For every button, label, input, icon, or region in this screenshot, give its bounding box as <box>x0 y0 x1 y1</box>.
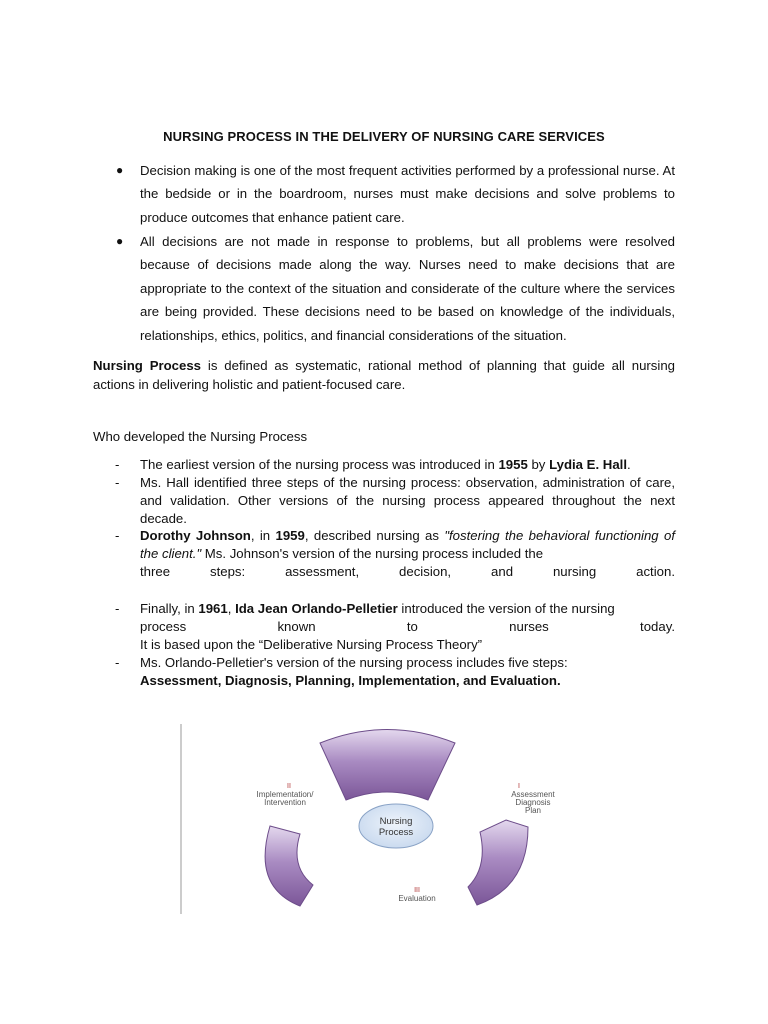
dash-marker: - <box>115 601 120 616</box>
bullet-text: Decision making is one of the most frequent activities performed by a professional nurse. At the bedside or in the boardroom, nurses must make decisions and solve problems to produce outcomes that enhance patient care. <box>140 163 675 225</box>
dash-marker: - <box>115 528 120 543</box>
steps-list: Assessment, Diagnosis, Planning, Implementation, and Evaluation. <box>140 672 561 688</box>
history-item-5 <box>115 654 675 690</box>
segment-numeral-ii: II <box>287 783 291 790</box>
person-name: Ida Jean Orlando-Pelletier <box>235 601 398 616</box>
text: by <box>527 457 550 472</box>
definition-text: is defined as systematic, rational method of planning that guide all nursing actions in delivering holistic and patient-focused care. <box>93 358 675 392</box>
text: Ms. Hall identified three steps of the nursing process: observation, administration of care, and validation. Other versions of the nursing process appeared throughout the next decade. <box>140 475 675 526</box>
text: introduced the version of the nursing <box>397 601 615 616</box>
segment-numeral-i: I <box>518 783 520 790</box>
dash-marker: - <box>115 457 120 472</box>
bullet-item <box>116 230 675 347</box>
segment-label-plan: Plan <box>524 806 542 815</box>
bullet-icon: ● <box>116 234 124 248</box>
segment-label-implementation: Implementation/ <box>256 790 314 799</box>
text: It is based upon the “Deliberative Nursing Process Theory” <box>140 636 483 652</box>
segment-numeral-iii: III <box>414 887 420 894</box>
text: Finally, in <box>140 601 199 616</box>
year: 1959 <box>275 528 305 543</box>
text: Ms. Johnson's version of the nursing process included the <box>201 545 544 561</box>
history-item-4 <box>115 600 675 653</box>
segment-label-evaluation: Evaluation <box>398 894 436 903</box>
history-heading: Who developed the Nursing Process <box>93 429 308 444</box>
dash-marker: - <box>115 475 120 490</box>
history-item-3 <box>115 527 675 580</box>
arc-segment-right <box>468 820 528 905</box>
text: , in <box>250 528 276 543</box>
bullet-text: All decisions are not made in response to problems, but all problems were resolved because of decisions made along the way. Nurses need to make decisions that are appropriate to the context of the situation and considerate of the culture where the services are being provided. These decisions need to be based on knowledge of the individuals, relationships, ethics, politics, and financial considerations of the situation. <box>140 234 675 343</box>
arc-segment-left <box>265 826 313 906</box>
center-label-1: Nursing <box>379 816 413 827</box>
arc-segment-top <box>320 730 455 801</box>
text: , <box>227 601 236 616</box>
text: Ms. Orlando-Pelletier's version of the nursing process includes five steps: <box>140 655 568 670</box>
segment-label-intervention: Intervention <box>264 798 306 807</box>
definition-paragraph <box>93 357 675 394</box>
page-title: NURSING PROCESS IN THE DELIVERY OF NURSING CARE SERVICES <box>163 129 605 144</box>
text: three steps: assessment, decision, and nursing action. <box>140 563 675 579</box>
dash-marker: - <box>115 655 120 670</box>
bullet-icon: ● <box>116 163 124 177</box>
segment-label-diagnosis: Diagnosis <box>515 798 551 807</box>
text: . <box>627 457 631 472</box>
text: The earliest version of the nursing process was introduced in <box>140 457 499 472</box>
history-item-2 <box>115 474 675 527</box>
history-item-1 <box>115 456 675 474</box>
person-name: Lydia E. Hall <box>549 457 627 472</box>
segment-label-assessment: Assessment <box>511 790 555 799</box>
definition-term: Nursing Process <box>93 358 202 373</box>
text: , described nursing as <box>304 528 445 543</box>
text: process known to nurses today. <box>140 618 675 634</box>
year: 1961 <box>198 601 228 616</box>
nursing-process-diagram <box>180 722 600 916</box>
bullet-item <box>116 159 675 229</box>
quote: "fostering the behavioral functioning of the client." <box>140 528 675 561</box>
year: 1955 <box>498 457 528 472</box>
person-name: Dorothy Johnson <box>140 528 251 543</box>
center-label-2: Process <box>378 827 414 838</box>
